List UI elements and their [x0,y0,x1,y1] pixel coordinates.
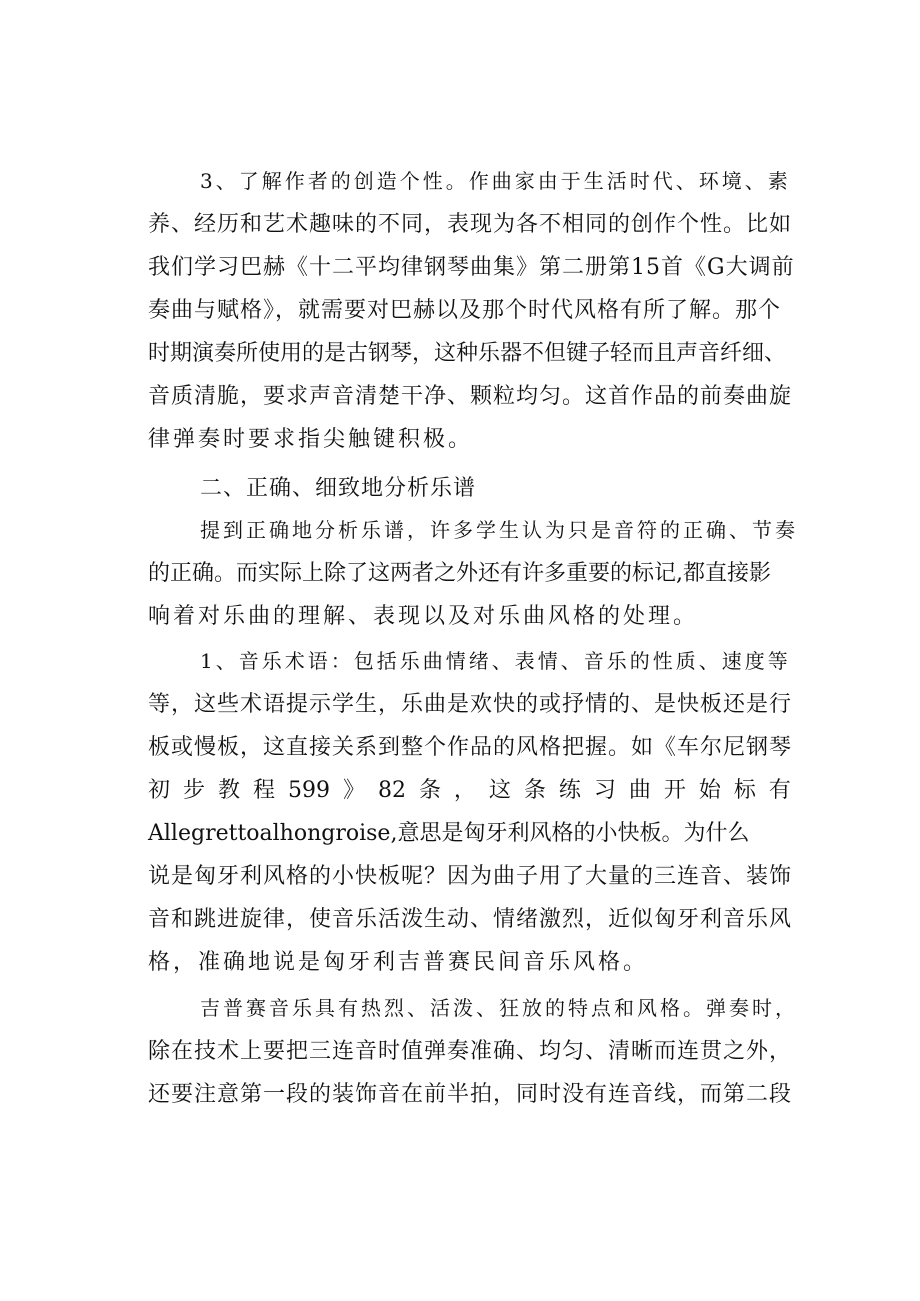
paragraph-1-line-3: 我们学习巴赫《十二平均律钢琴曲集》第二册第15首《G大调前 [148,255,795,280]
paragraph-1-line-6: 音质清脆，要求声音清楚干净、颗粒均匀。这首作品的前奏曲旋 [148,384,793,409]
paragraph-3-line-3: 板或慢板，这直接关系到整个作品的风格把握。如《车尔尼钢琴 [148,735,793,760]
paragraph-4-line-1: 吉普赛音乐具有热烈、活泼、狂放的特点和风格。弹奏时， [200,996,798,1020]
paragraph-1-line-7: 律弹奏时要求指尖触键积极。 [148,427,474,452]
paragraph-4-line-2: 除在技术上要把三连音时值弹奏准确、均匀、清晰而连贯之外， [148,1039,793,1064]
paragraph-3-line-8: 格，准确地说是匈牙利吉普赛民间音乐风格。 [148,950,649,975]
paragraph-3-line-5: Allegrettoalhongroise,意思是匈牙利风格的小快板。为什么 [148,821,750,846]
paragraph-1-line-2: 养、经历和艺术趣味的不同，表现为各不相同的创作个性。比如 [148,212,793,237]
paragraph-3-line-1: 1、音乐术语：包括乐曲情绪、表情、音乐的性质、速度等 [200,649,791,673]
paragraph-2-line-3: 响着对乐曲的理解、表现以及对乐曲风格的处理。 [148,604,699,629]
paragraph-3-line-2: 等，这些术语提示学生，乐曲是欢快的或抒情的、是快板还是行 [148,692,793,717]
section-heading: 二、正确、细致地分析乐谱 [200,476,477,501]
paragraph-3-line-7: 音和跳进旋律，使音乐活泼生动、情绪激烈，近似匈牙利音乐风 [148,907,793,932]
paragraph-3-line-4: 初 步 教 程 599 》 82 条 ， 这 条 练 习 曲 开 始 标 有 [148,778,791,803]
paragraph-2-line-1: 提到正确地分析乐谱，许多学生认为只是音符的正确、节奏 [200,518,798,542]
paragraph-3-line-6: 说是匈牙利风格的小快板呢？因为曲子用了大量的三连音、装饰 [148,864,793,889]
paragraph-1-line-1: 3、了解作者的创造个性。作曲家由于生活时代、环境、素 [200,169,791,193]
paragraph-2-line-2: 的正确。而实际上除了这两者之外还有许多重要的标记,都直接影 [148,561,771,586]
paragraph-1-line-4: 奏曲与赋格》，就需要对巴赫以及那个时代风格有所了解。那个 [148,298,782,323]
paragraph-4-line-3: 还要注意第一段的装饰音在前半拍，同时没有连音线，而第二段 [148,1082,793,1107]
paragraph-1-line-5: 时期演奏所使用的是古钢琴，这种乐器不但键子轻而且声音纤细、 [148,341,787,366]
